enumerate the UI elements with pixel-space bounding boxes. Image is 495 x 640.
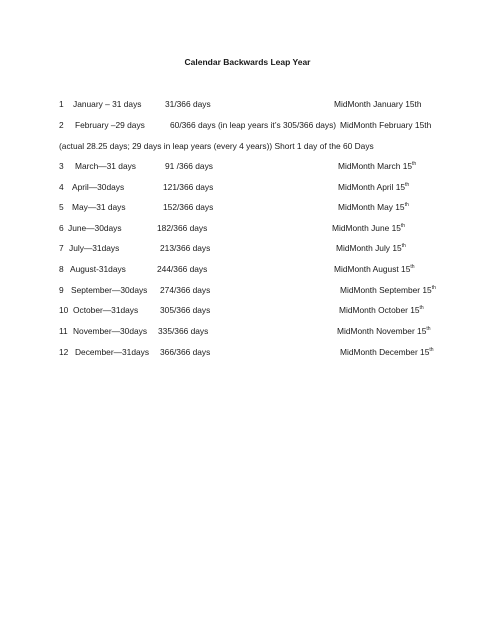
midmonth-text: MidMonth August 15 — [334, 264, 411, 274]
midmonth-suffix: th — [405, 182, 410, 189]
cumulative-days: 121/366 days — [163, 182, 214, 192]
cumulative-days: 335/366 days — [158, 326, 209, 336]
month-length: December—31days — [75, 347, 150, 357]
row-number: 9 — [59, 285, 64, 295]
cumulative-days: 366/366 days — [160, 347, 211, 357]
row-number: 5 — [59, 202, 64, 212]
midmonth-suffix: th — [410, 264, 415, 271]
midmonth-suffix: th — [400, 223, 406, 230]
month-length: July—31days — [69, 243, 120, 253]
month-row — [0, 119, 495, 131]
month-row — [0, 222, 495, 234]
row-number: 8 — [59, 264, 64, 274]
midmonth-text: MidMonth July 15 — [336, 243, 402, 253]
month-length: June—30days — [68, 223, 122, 233]
month-row — [0, 98, 495, 110]
document-title: Calendar Backwards Leap Year — [184, 57, 311, 67]
midmonth-suffix: th — [419, 305, 424, 312]
midmonth-label — [336, 242, 406, 254]
cumulative-days: 274/366 days — [160, 285, 211, 295]
midmonth-label — [340, 346, 434, 358]
cumulative-days: 244/366 days — [157, 264, 208, 274]
row-number: 2 — [59, 120, 64, 130]
month-length: August-31days — [70, 264, 126, 274]
month-length: September—30days — [71, 285, 148, 295]
midmonth-text: MidMonth February 15th — [340, 120, 432, 130]
month-length: October—31days — [73, 305, 139, 315]
row-number: 7 — [59, 243, 64, 253]
midmonth-text: MidMonth September 15 — [340, 285, 432, 295]
midmonth-text: MidMonth May 15 — [338, 202, 405, 212]
cumulative-days: 152/366 days — [163, 202, 214, 212]
month-row — [0, 181, 495, 193]
row-number: 1 — [59, 99, 64, 109]
month-row — [0, 160, 495, 172]
month-length: January – 31 days — [73, 99, 142, 109]
midmonth-label — [334, 263, 415, 275]
month-length: February –29 days — [75, 120, 145, 130]
month-length: April—30days — [72, 182, 125, 192]
midmonth-label — [332, 222, 405, 234]
row-number: 4 — [59, 182, 64, 192]
month-length: March—31 days — [75, 161, 136, 171]
cumulative-days: 91 /366 days — [165, 161, 213, 171]
month-row — [0, 304, 495, 316]
midmonth-text: MidMonth December 15 — [340, 347, 430, 357]
row-number: 12 — [59, 347, 69, 357]
midmonth-label — [340, 119, 431, 131]
midmonth-label — [338, 201, 409, 213]
row-number: 11 — [59, 326, 68, 336]
month-length: November—30days — [73, 326, 148, 336]
month-row — [0, 263, 495, 275]
cumulative-days: 305/366 days — [160, 305, 211, 315]
midmonth-suffix: th — [426, 326, 431, 333]
midmonth-label — [339, 304, 424, 316]
cumulative-days: 60/366 days (in leap years it’s 305/366 days) — [170, 120, 337, 130]
midmonth-suffix: th — [412, 161, 417, 168]
midmonth-label — [340, 284, 436, 296]
midmonth-text: MidMonth June 15 — [332, 223, 401, 233]
month-row — [0, 242, 495, 254]
month-row — [0, 201, 495, 213]
midmonth-text: MidMonth March 15 — [338, 161, 413, 171]
midmonth-label — [338, 181, 409, 193]
cumulative-days: 182/366 days — [157, 223, 208, 233]
month-row — [0, 346, 495, 358]
midmonth-suffix: th — [401, 243, 406, 250]
month-length: May—31 days — [72, 202, 126, 212]
row-number: 6 — [59, 223, 64, 233]
midmonth-label — [337, 325, 431, 337]
midmonth-label — [334, 98, 422, 110]
midmonth-suffix: th — [429, 347, 434, 354]
midmonth-label — [338, 160, 416, 172]
midmonth-text: MidMonth October 15 — [339, 305, 420, 315]
month-row — [0, 284, 495, 296]
midmonth-suffix: th — [404, 202, 409, 209]
month-row — [0, 325, 495, 337]
cumulative-days: 31/366 days — [165, 99, 211, 109]
cumulative-days: 213/366 days — [160, 243, 211, 253]
midmonth-text: MidMonth November 15 — [337, 326, 427, 336]
leap-year-note: (actual 28.25 days; 29 days in leap years (every 4 years)) Short 1 day of the 60 Days — [59, 141, 374, 151]
row-number: 10 — [59, 305, 69, 315]
midmonth-text: MidMonth April 15 — [338, 182, 406, 192]
row-number: 3 — [59, 161, 64, 171]
midmonth-suffix: th — [431, 285, 436, 292]
midmonth-text: MidMonth January 15th — [334, 99, 422, 109]
